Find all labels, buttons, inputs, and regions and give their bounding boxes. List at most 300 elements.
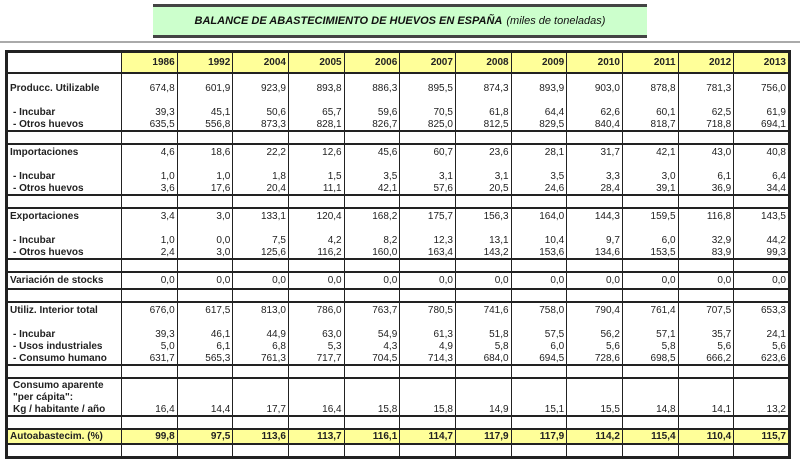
value-cell xyxy=(455,378,511,391)
row-label: - Otros huevos xyxy=(7,182,122,195)
value-cell: 5,6 xyxy=(678,340,734,352)
value-cell: 3,1 xyxy=(455,170,511,182)
value-cell xyxy=(622,391,678,403)
value-cell: 728,6 xyxy=(567,352,623,365)
value-cell: 35,7 xyxy=(678,328,734,340)
data-row xyxy=(7,302,790,318)
value-cell: 45,6 xyxy=(344,144,400,160)
year-header: 2007 xyxy=(400,52,456,74)
year-header: 2011 xyxy=(622,52,678,74)
value-cell: 24,1 xyxy=(734,328,790,340)
value-cell: 790,4 xyxy=(567,302,623,318)
value-cell xyxy=(567,378,623,391)
row-label: Autoabastecim. (%) xyxy=(7,429,122,444)
value-cell: 4,6 xyxy=(122,144,178,160)
value-cell: 826,7 xyxy=(344,118,400,131)
empty-cell xyxy=(678,160,734,170)
empty-cell xyxy=(122,160,178,170)
row-label: - Incubar xyxy=(7,106,122,118)
value-cell: 5,3 xyxy=(288,340,344,352)
value-cell: 3,6 xyxy=(122,182,178,195)
value-cell: 3,0 xyxy=(177,246,233,259)
value-cell: 143,2 xyxy=(455,246,511,259)
empty-cell xyxy=(511,318,567,328)
value-cell: 14,1 xyxy=(678,403,734,416)
empty-cell xyxy=(622,224,678,234)
value-cell: 617,5 xyxy=(177,302,233,318)
empty-cell xyxy=(734,96,790,106)
value-cell: 601,9 xyxy=(177,81,233,96)
empty-cell xyxy=(567,160,623,170)
value-cell: 18,6 xyxy=(177,144,233,160)
value-cell: 6,0 xyxy=(622,234,678,246)
empty-cell xyxy=(622,195,678,208)
row-label: - Consumo humano xyxy=(7,352,122,365)
value-cell: 5,8 xyxy=(622,340,678,352)
empty-cell xyxy=(567,224,623,234)
empty-cell xyxy=(288,73,344,81)
empty-cell xyxy=(678,318,734,328)
value-cell xyxy=(400,391,456,403)
value-cell xyxy=(344,378,400,391)
empty-cell xyxy=(511,416,567,429)
row-label: "per cápita": xyxy=(7,391,122,403)
value-cell: 829,5 xyxy=(511,118,567,131)
data-row xyxy=(7,403,790,416)
value-cell: 3,0 xyxy=(177,208,233,224)
empty-cell xyxy=(455,195,511,208)
value-cell: 114,2 xyxy=(567,429,623,444)
empty-cell xyxy=(622,96,678,106)
value-cell: 61,3 xyxy=(400,328,456,340)
value-cell: 5,6 xyxy=(567,340,623,352)
empty-cell xyxy=(455,365,511,378)
empty-cell xyxy=(622,131,678,144)
value-cell: 120,4 xyxy=(288,208,344,224)
year-header: 1992 xyxy=(177,52,233,74)
gap-row xyxy=(7,318,790,328)
value-cell: 3,3 xyxy=(567,170,623,182)
value-cell: 28,1 xyxy=(511,144,567,160)
empty-cell xyxy=(288,224,344,234)
data-row xyxy=(7,182,790,195)
value-cell: 15,5 xyxy=(567,403,623,416)
value-cell: 97,5 xyxy=(177,429,233,444)
value-cell: 39,1 xyxy=(622,182,678,195)
empty-cell xyxy=(122,195,178,208)
empty-cell xyxy=(344,318,400,328)
value-cell: 36,9 xyxy=(678,182,734,195)
empty-cell xyxy=(567,259,623,272)
year-header: 1986 xyxy=(122,52,178,74)
value-cell: 1,8 xyxy=(233,170,289,182)
value-cell: 5,0 xyxy=(122,340,178,352)
empty-cell xyxy=(7,73,122,81)
empty-cell xyxy=(400,365,456,378)
value-cell: 3,5 xyxy=(344,170,400,182)
corner-cell xyxy=(7,52,122,74)
empty-cell xyxy=(734,160,790,170)
year-header: 2008 xyxy=(455,52,511,74)
empty-cell xyxy=(233,73,289,81)
value-cell: 623,6 xyxy=(734,352,790,365)
empty-cell xyxy=(177,259,233,272)
value-cell: 125,6 xyxy=(233,246,289,259)
value-cell: 116,8 xyxy=(678,208,734,224)
empty-cell xyxy=(734,195,790,208)
empty-cell xyxy=(678,365,734,378)
empty-cell xyxy=(7,160,122,170)
value-cell: 99,3 xyxy=(734,246,790,259)
empty-cell xyxy=(622,259,678,272)
value-cell: 4,2 xyxy=(288,234,344,246)
empty-cell xyxy=(177,318,233,328)
value-cell: 60,7 xyxy=(400,144,456,160)
value-cell xyxy=(734,391,790,403)
value-cell: 3,4 xyxy=(122,208,178,224)
value-cell: 813,0 xyxy=(233,302,289,318)
value-cell: 43,0 xyxy=(678,144,734,160)
value-cell: 895,5 xyxy=(400,81,456,96)
value-cell xyxy=(344,391,400,403)
data-row xyxy=(7,272,790,289)
title-unit: (miles de toneladas) xyxy=(506,15,606,27)
value-cell: 7,5 xyxy=(233,234,289,246)
value-cell: 12,6 xyxy=(288,144,344,160)
value-cell: 5,6 xyxy=(734,340,790,352)
table-title xyxy=(153,4,647,38)
year-header: 2010 xyxy=(567,52,623,74)
value-cell: 714,3 xyxy=(400,352,456,365)
empty-cell xyxy=(567,289,623,302)
empty-cell xyxy=(400,289,456,302)
value-cell xyxy=(122,391,178,403)
empty-cell xyxy=(7,195,122,208)
value-cell: 42,1 xyxy=(344,182,400,195)
value-cell: 113,6 xyxy=(233,429,289,444)
empty-cell xyxy=(455,416,511,429)
empty-cell xyxy=(734,289,790,302)
value-cell: 61,9 xyxy=(734,106,790,118)
value-cell: 812,5 xyxy=(455,118,511,131)
value-cell: 159,5 xyxy=(622,208,678,224)
row-label: - Incubar xyxy=(7,170,122,182)
year-header: 2012 xyxy=(678,52,734,74)
row-label: Variación de stocks xyxy=(7,272,122,289)
value-cell: 6,1 xyxy=(177,340,233,352)
value-cell: 717,7 xyxy=(288,352,344,365)
empty-cell xyxy=(344,224,400,234)
data-row xyxy=(7,328,790,340)
value-cell: 674,8 xyxy=(122,81,178,96)
value-cell: 3,0 xyxy=(622,170,678,182)
data-row xyxy=(7,208,790,224)
empty-cell xyxy=(455,224,511,234)
spacer-row xyxy=(7,289,790,302)
value-cell: 115,4 xyxy=(622,429,678,444)
empty-cell xyxy=(734,365,790,378)
empty-cell xyxy=(288,259,344,272)
value-cell: 6,4 xyxy=(734,170,790,182)
empty-cell xyxy=(400,73,456,81)
value-cell xyxy=(511,391,567,403)
value-cell xyxy=(233,391,289,403)
empty-cell xyxy=(122,131,178,144)
value-cell: 666,2 xyxy=(678,352,734,365)
empty-cell xyxy=(455,160,511,170)
value-cell: 134,6 xyxy=(567,246,623,259)
value-cell: 698,5 xyxy=(622,352,678,365)
value-cell: 116,2 xyxy=(288,246,344,259)
year-header: 2004 xyxy=(233,52,289,74)
empty-cell xyxy=(7,224,122,234)
value-cell: 14,9 xyxy=(455,403,511,416)
value-cell: 635,5 xyxy=(122,118,178,131)
empty-cell xyxy=(622,289,678,302)
value-cell: 45,1 xyxy=(177,106,233,118)
value-cell: 3,5 xyxy=(511,170,567,182)
spacer-row xyxy=(7,416,790,429)
value-cell: 6,1 xyxy=(678,170,734,182)
empty-cell xyxy=(122,289,178,302)
data-row xyxy=(7,81,790,96)
value-cell: 57,6 xyxy=(400,182,456,195)
empty-cell xyxy=(455,259,511,272)
value-cell: 694,5 xyxy=(511,352,567,365)
empty-cell xyxy=(122,318,178,328)
value-cell: 23,6 xyxy=(455,144,511,160)
value-cell: 61,8 xyxy=(455,106,511,118)
empty-cell xyxy=(400,259,456,272)
empty-cell xyxy=(344,259,400,272)
data-row xyxy=(7,170,790,182)
data-row xyxy=(7,234,790,246)
empty-cell xyxy=(678,259,734,272)
spacer-row xyxy=(7,131,790,144)
empty-cell xyxy=(7,365,122,378)
value-cell: 874,3 xyxy=(455,81,511,96)
empty-cell xyxy=(567,195,623,208)
value-cell: 116,1 xyxy=(344,429,400,444)
value-cell: 156,3 xyxy=(455,208,511,224)
value-cell: 32,9 xyxy=(678,234,734,246)
empty-cell xyxy=(344,195,400,208)
value-cell: 14,4 xyxy=(177,403,233,416)
empty-cell xyxy=(455,73,511,81)
value-cell: 42,1 xyxy=(622,144,678,160)
row-label: Exportaciones xyxy=(7,208,122,224)
value-cell xyxy=(511,378,567,391)
empty-cell xyxy=(734,259,790,272)
egg-supply-balance-table xyxy=(5,50,791,459)
empty-cell xyxy=(122,365,178,378)
value-cell: 694,1 xyxy=(734,118,790,131)
divider xyxy=(0,41,800,43)
empty-cell xyxy=(511,365,567,378)
value-cell: 22,2 xyxy=(233,144,289,160)
empty-cell xyxy=(511,259,567,272)
value-cell: 0,0 xyxy=(344,272,400,289)
value-cell: 34,4 xyxy=(734,182,790,195)
value-cell: 4,3 xyxy=(344,340,400,352)
value-cell: 24,6 xyxy=(511,182,567,195)
empty-cell xyxy=(622,73,678,81)
value-cell: 65,7 xyxy=(288,106,344,118)
value-cell: 878,8 xyxy=(622,81,678,96)
value-cell: 60,1 xyxy=(622,106,678,118)
value-cell: 2,4 xyxy=(122,246,178,259)
value-cell: 62,5 xyxy=(678,106,734,118)
value-cell: 0,0 xyxy=(455,272,511,289)
value-cell: 873,3 xyxy=(233,118,289,131)
empty-cell xyxy=(122,416,178,429)
value-cell: 15,8 xyxy=(344,403,400,416)
empty-cell xyxy=(122,224,178,234)
value-cell xyxy=(678,391,734,403)
empty-cell xyxy=(511,73,567,81)
empty-cell xyxy=(400,96,456,106)
value-cell: 556,8 xyxy=(177,118,233,131)
value-cell: 44,9 xyxy=(233,328,289,340)
empty-cell xyxy=(455,318,511,328)
value-cell: 818,7 xyxy=(622,118,678,131)
empty-cell xyxy=(511,289,567,302)
value-cell: 828,1 xyxy=(288,118,344,131)
empty-cell xyxy=(233,131,289,144)
data-row xyxy=(7,106,790,118)
value-cell: 143,5 xyxy=(734,208,790,224)
empty-cell xyxy=(177,160,233,170)
empty-cell xyxy=(7,289,122,302)
empty-cell xyxy=(455,96,511,106)
value-cell: 0,0 xyxy=(122,272,178,289)
empty-cell xyxy=(233,318,289,328)
value-cell: 20,5 xyxy=(455,182,511,195)
data-row xyxy=(7,391,790,403)
empty-cell xyxy=(400,195,456,208)
empty-cell xyxy=(288,160,344,170)
value-cell: 31,7 xyxy=(567,144,623,160)
empty-cell xyxy=(122,96,178,106)
value-cell: 1,0 xyxy=(122,170,178,182)
value-cell: 62,6 xyxy=(567,106,623,118)
empty-cell xyxy=(233,259,289,272)
empty-cell xyxy=(734,416,790,429)
empty-cell xyxy=(678,224,734,234)
value-cell: 13,1 xyxy=(455,234,511,246)
value-cell: 707,5 xyxy=(678,302,734,318)
empty-cell xyxy=(288,131,344,144)
empty-cell xyxy=(622,160,678,170)
value-cell: 6,8 xyxy=(233,340,289,352)
empty-cell xyxy=(400,131,456,144)
value-cell: 763,7 xyxy=(344,302,400,318)
value-cell: 5,8 xyxy=(455,340,511,352)
value-cell: 903,0 xyxy=(567,81,623,96)
value-cell: 153,6 xyxy=(511,246,567,259)
value-cell: 50,6 xyxy=(233,106,289,118)
empty-cell xyxy=(734,73,790,81)
value-cell: 886,3 xyxy=(344,81,400,96)
value-cell: 893,9 xyxy=(511,81,567,96)
row-label: - Incubar xyxy=(7,234,122,246)
empty-cell xyxy=(511,195,567,208)
value-cell: 565,3 xyxy=(177,352,233,365)
value-cell: 15,8 xyxy=(400,403,456,416)
data-row xyxy=(7,340,790,352)
value-cell xyxy=(678,378,734,391)
empty-cell xyxy=(344,73,400,81)
empty-cell xyxy=(734,224,790,234)
value-cell: 780,5 xyxy=(400,302,456,318)
value-cell: 758,0 xyxy=(511,302,567,318)
empty-cell xyxy=(678,73,734,81)
value-cell xyxy=(622,378,678,391)
year-header: 2006 xyxy=(344,52,400,74)
value-cell: 0,0 xyxy=(288,272,344,289)
autoabastecimiento-row xyxy=(7,429,790,444)
empty-cell xyxy=(7,259,122,272)
value-cell: 761,4 xyxy=(622,302,678,318)
value-cell: 12,3 xyxy=(400,234,456,246)
empty-cell xyxy=(511,160,567,170)
empty-cell xyxy=(344,160,400,170)
value-cell: 110,4 xyxy=(678,429,734,444)
empty-cell xyxy=(288,96,344,106)
value-cell: 1,0 xyxy=(177,170,233,182)
empty-cell xyxy=(122,259,178,272)
row-label: Utiliz. Interior total xyxy=(7,302,122,318)
empty-cell xyxy=(288,195,344,208)
empty-cell xyxy=(7,318,122,328)
empty-cell xyxy=(344,416,400,429)
empty-cell xyxy=(400,416,456,429)
value-cell: 0,0 xyxy=(567,272,623,289)
data-row xyxy=(7,246,790,259)
row-label: - Otros huevos xyxy=(7,118,122,131)
empty-cell xyxy=(177,73,233,81)
empty-cell xyxy=(622,365,678,378)
value-cell: 8,2 xyxy=(344,234,400,246)
value-cell: 56,2 xyxy=(567,328,623,340)
value-cell: 0,0 xyxy=(734,272,790,289)
empty-cell xyxy=(678,195,734,208)
data-row xyxy=(7,118,790,131)
empty-cell xyxy=(678,96,734,106)
empty-cell xyxy=(622,318,678,328)
value-cell xyxy=(288,391,344,403)
value-cell: 756,0 xyxy=(734,81,790,96)
value-cell: 28,4 xyxy=(567,182,623,195)
empty-cell xyxy=(734,318,790,328)
empty-cell xyxy=(7,96,122,106)
value-cell: 741,6 xyxy=(455,302,511,318)
value-cell: 704,5 xyxy=(344,352,400,365)
value-cell: 718,8 xyxy=(678,118,734,131)
value-cell: 113,7 xyxy=(288,429,344,444)
value-cell: 3,1 xyxy=(400,170,456,182)
value-cell xyxy=(734,378,790,391)
empty-cell xyxy=(400,224,456,234)
value-cell: 631,7 xyxy=(122,352,178,365)
empty-cell xyxy=(567,416,623,429)
value-cell: 6,0 xyxy=(511,340,567,352)
empty-cell xyxy=(177,416,233,429)
empty-cell xyxy=(344,131,400,144)
value-cell: 117,9 xyxy=(455,429,511,444)
empty-cell xyxy=(177,365,233,378)
value-cell: 99,8 xyxy=(122,429,178,444)
